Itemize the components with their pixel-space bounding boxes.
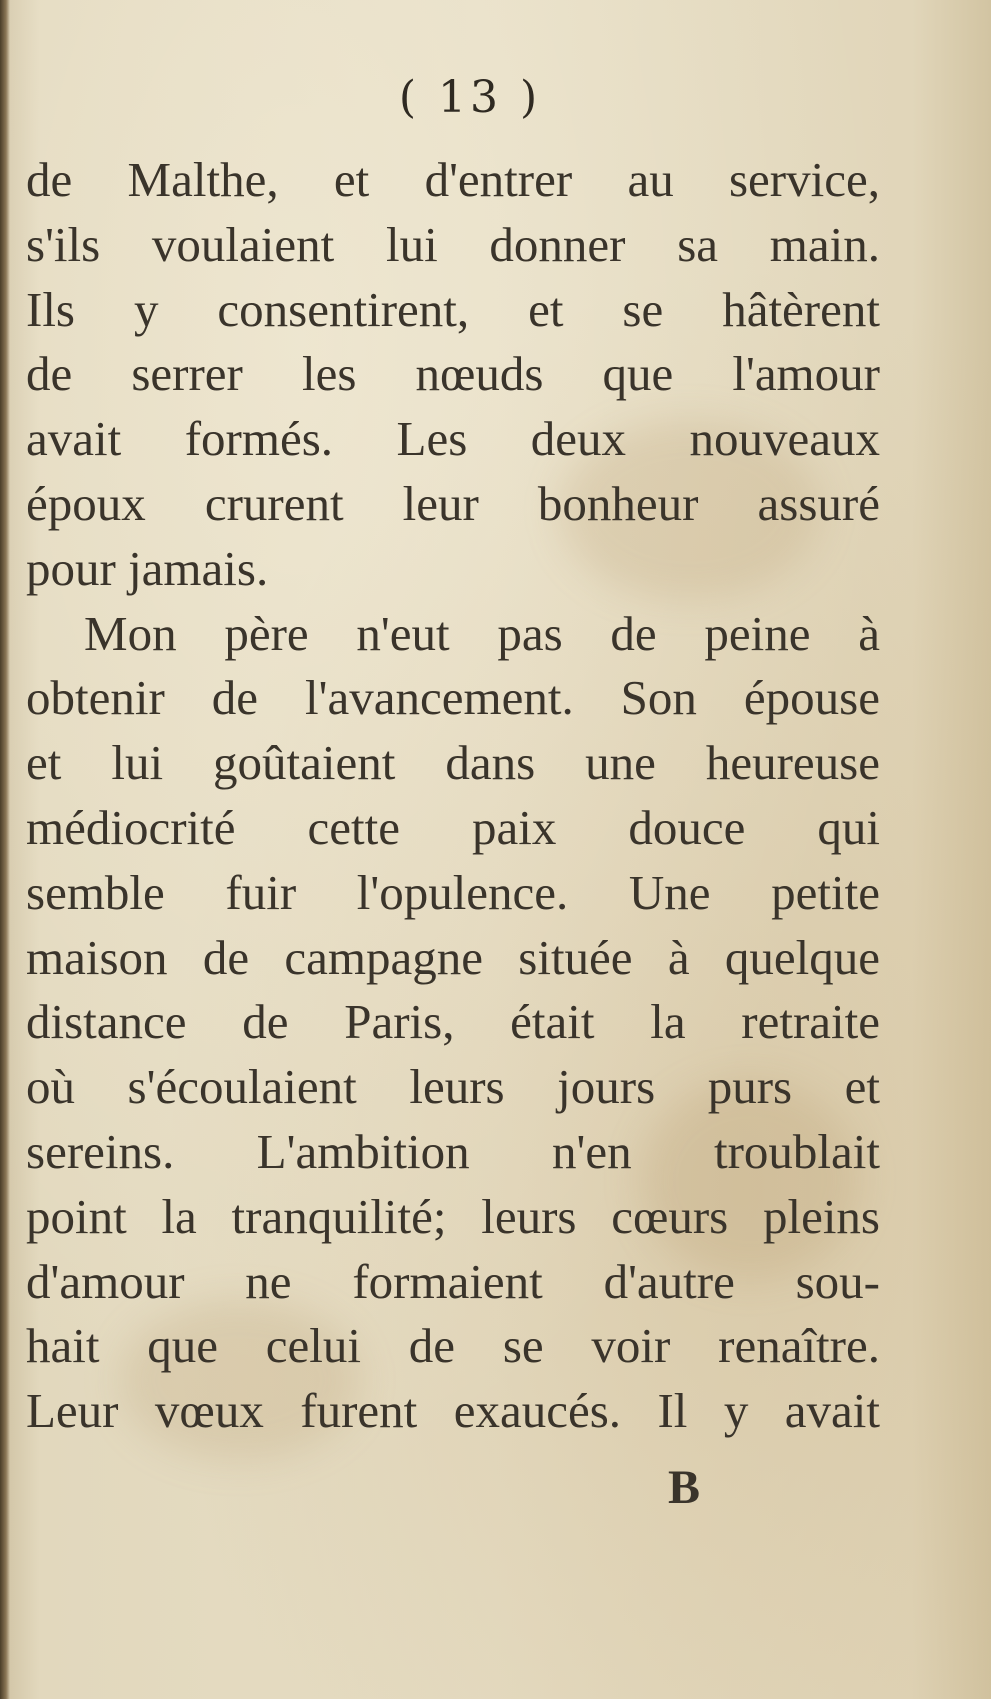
text-line: pour jamais. (26, 540, 269, 596)
text-line: sereins. L'ambition n'en troublait (26, 1123, 880, 1179)
text-line: maison de campagne située à quelque (26, 929, 880, 985)
signature-mark: B (668, 1461, 701, 1514)
text-line: Leur vœux furent exaucés. Il y avait (26, 1383, 880, 1439)
text-line: où s'écoulaient leurs jours purs et (26, 1059, 880, 1115)
text-line: et lui goûtaient dans une heureuse (26, 735, 880, 791)
text-line: obtenir de l'avancement. Son épouse (26, 670, 880, 726)
text-line: de serrer les nœuds que l'amour (26, 346, 880, 402)
text-line: de Malthe, et d'entrer au service, (26, 152, 880, 207)
text-line: hait que celui de se voir renaître. (26, 1318, 880, 1374)
text-line: Ils y consentirent, et se hâtèrent (26, 281, 880, 337)
text-line: semble fuir l'opulence. Une petite (26, 864, 880, 920)
text-line: avait formés. Les deux nouveaux (26, 411, 880, 467)
text-line: médiocrité cette paix douce qui (26, 799, 880, 855)
page-number: ( 13 ) (398, 72, 542, 123)
text-line: s'ils voulaient lui donner sa main. (26, 216, 880, 272)
text-line: point la tranquilité; leurs cœurs pleins (26, 1188, 880, 1244)
text-line: distance de Paris, était la retraite (26, 994, 880, 1050)
text-line: époux crurent leur bonheur assuré (26, 475, 880, 531)
page-edge-shadow (0, 0, 10, 1699)
body-text (26, 148, 880, 1444)
paragraph-start-line: Mon père n'eut pas de peine à (84, 605, 880, 661)
text-line: d'amour ne formaient d'autre sou- (26, 1253, 880, 1309)
